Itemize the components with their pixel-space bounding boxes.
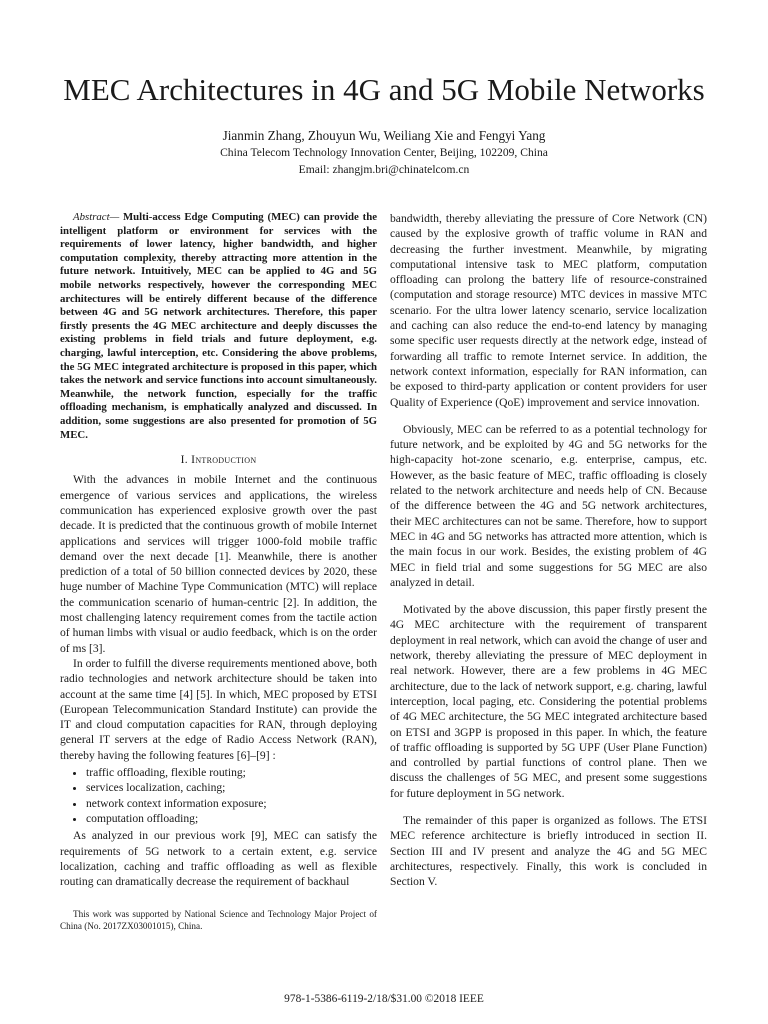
list-item: • traffic offloading, flexible routing; bbox=[86, 765, 377, 780]
abstract-label: Abstract— bbox=[73, 211, 120, 223]
section-title: Introduction bbox=[191, 453, 257, 467]
list-item: • computation offloading; bbox=[86, 811, 377, 826]
left-column bbox=[60, 211, 377, 889]
funding-footnote: This work was supported by National Science and Technology Major Project of China (No. 2017ZX03001015), China. bbox=[60, 909, 377, 931]
copyright-footer: 978-1-5386-6119-2/18/$31.00 ©2018 IEEE bbox=[284, 993, 484, 1005]
right-paragraph-2: Obviously, MEC can be referred to as a potential technology for future network, and be exploited by 4G and 5G networks for the high-capacity hot-zone scenario, e.g. enterprise, campus, etc. However, as the basic feature of MEC, traffic offloading is closely related to the network architecture and needs help of CN. Because of the difference between the 4G and 5G network architectures, their MEC architectures can not be same. Therefore, how to support MEC in 4G and 5G networks has attracted more attention, which is the main focus in our work. Besides, the existing problem of 4G MEC in field trial and some suggestions for 5G MEC are also analyzed in detail. bbox=[390, 422, 707, 589]
author-list: Jianmin Zhang, Zhouyun Wu, Weiliang Xie and Fengyi Yang bbox=[222, 128, 546, 143]
section-number: I. bbox=[180, 453, 192, 467]
list-item: • network context information exposure; bbox=[86, 796, 377, 811]
intro-paragraph-1: With the advances in mobile Internet and the continuous emergence of various services and applications, the wireless communication has experienced explosive growth over the past decade. It is predicted that the continuous growth of mobile Internet applications and services will trigger 1000-fold mobile traffic demand over the next decade [1]. Meanwhile, there is another prediction of a total of 50 billion connected devices by 2020, these huge number of Machine Type Communication (MTC) will replace the communication scenario of human-centric [2]. In addition, the most challenging latency requirement comes from the tactile action of human limbs with visual or audio feedback, which is on the order of ms [3]. bbox=[60, 473, 377, 655]
author-email: Email: zhangjm.bri@chinatelcom.cn bbox=[298, 163, 470, 176]
right-paragraph-3: Motivated by the above discussion, this paper firstly present the 4G MEC architecture with the requirement of transparent deployment in real network, which can avoid the change of user and network, thereby alleviating the pressure of MEC deployment in real network. However, there are a few problems in 4G MEC architecture, due to the lack of network support, e.g. charing, lawful interception, local paging, etc. Considering the potential problems of 4G MEC architecture, the 5G MEC integrated architecture based on ETSI and 3GPP is proposed in this paper. In which, the feature of traffic offloading is supported by 5G UPF (User Plane Function) and controlled by partial functions of control plane. Then we discuss the challenges of 5G MEC, and present some suggestions for future deployment in 5G network. bbox=[390, 603, 707, 800]
affiliation: China Telecom Technology Innovation Center, Beijing, 102209, China bbox=[220, 146, 548, 159]
paper-title: MEC Architectures in 4G and 5G Mobile Networks bbox=[63, 72, 705, 107]
right-column bbox=[390, 211, 707, 889]
right-paragraph-1: bandwidth, thereby alleviating the pressure of Core Network (CN) caused by the explosive growth of traffic volume in RAN and decreasing the further investment. Meanwhile, by migrating computational intensive task to MEC platform, computation offloading can prolong the battery life of resource-constrained (computation and storage resource) MTC devices in massive MTC scenario. For the ultra lower latency scenario, service localization and caching can also reduce the end-to-end latency by managing some specific user requests directly at the network edge, instead of forwarding all traffic to remote Internet service. In addition, the network context information, especially for RAN information, can be exposed to third-party application or content providers for user Quality of Experience (QoE) improvement and service innovation. bbox=[390, 212, 707, 409]
section-heading-introduction bbox=[60, 452, 377, 467]
list-item: • services localization, caching; bbox=[86, 780, 377, 795]
abstract bbox=[60, 211, 377, 442]
right-paragraph-4: The remainder of this paper is organized as follows. The ETSI MEC reference architecture is briefly introduced in section II. Section III and IV present and analyze the 4G and 5G MEC architectures, respectively. Finally, this work is concluded in Section V. bbox=[390, 813, 707, 889]
feature-list bbox=[60, 765, 377, 826]
intro-paragraph-3: As analyzed in our previous work [9], MEC can satisfy the requirements of 5G network to a certain extent, e.g. service localization, caching and traffic offloading as well as flexible routing can dramatically decrease the requirement of backhaul bbox=[60, 829, 377, 889]
abstract-text: Multi-access Edge Computing (MEC) can provide the intelligent platform or environment for services with the requirements of lower latency, higher bandwidth, and higher computation complexity, thereby attracting more attention in the future network. Intuitively, MEC can be applied to 4G and 5G mobile networks respectively, however the corresponding MEC architectures will be entirely different because of the difference between 4G and 5G network architectures. Therefore, this paper firstly presents the 4G MEC architecture and deeply discusses the existing problems in field trials and future deployment, e.g. charging, lawful interception, etc. Considering the above problems, the 5G MEC integrated architecture is proposed in this paper, which takes the network and service functions into account simultaneously. Meanwhile, the network function, especially for the traffic offloading mechanism, is emphatically analyzed and discussed. In addition, some suggestions are also presented for promotion of 5G MEC. bbox=[60, 211, 377, 441]
intro-paragraph-2: In order to fulfill the diverse requirements mentioned above, both radio technologies and network architecture should be taken into account at the same time [4] [5]. In which, MEC proposed by ETSI (European Telecommunication Standard Institute) can provide the IT and cloud computation capacities for RAN, through deploying general IT servers at the edge of Radio Access Network (RAN), thereby having the following features [6]–[9] : bbox=[60, 656, 377, 762]
